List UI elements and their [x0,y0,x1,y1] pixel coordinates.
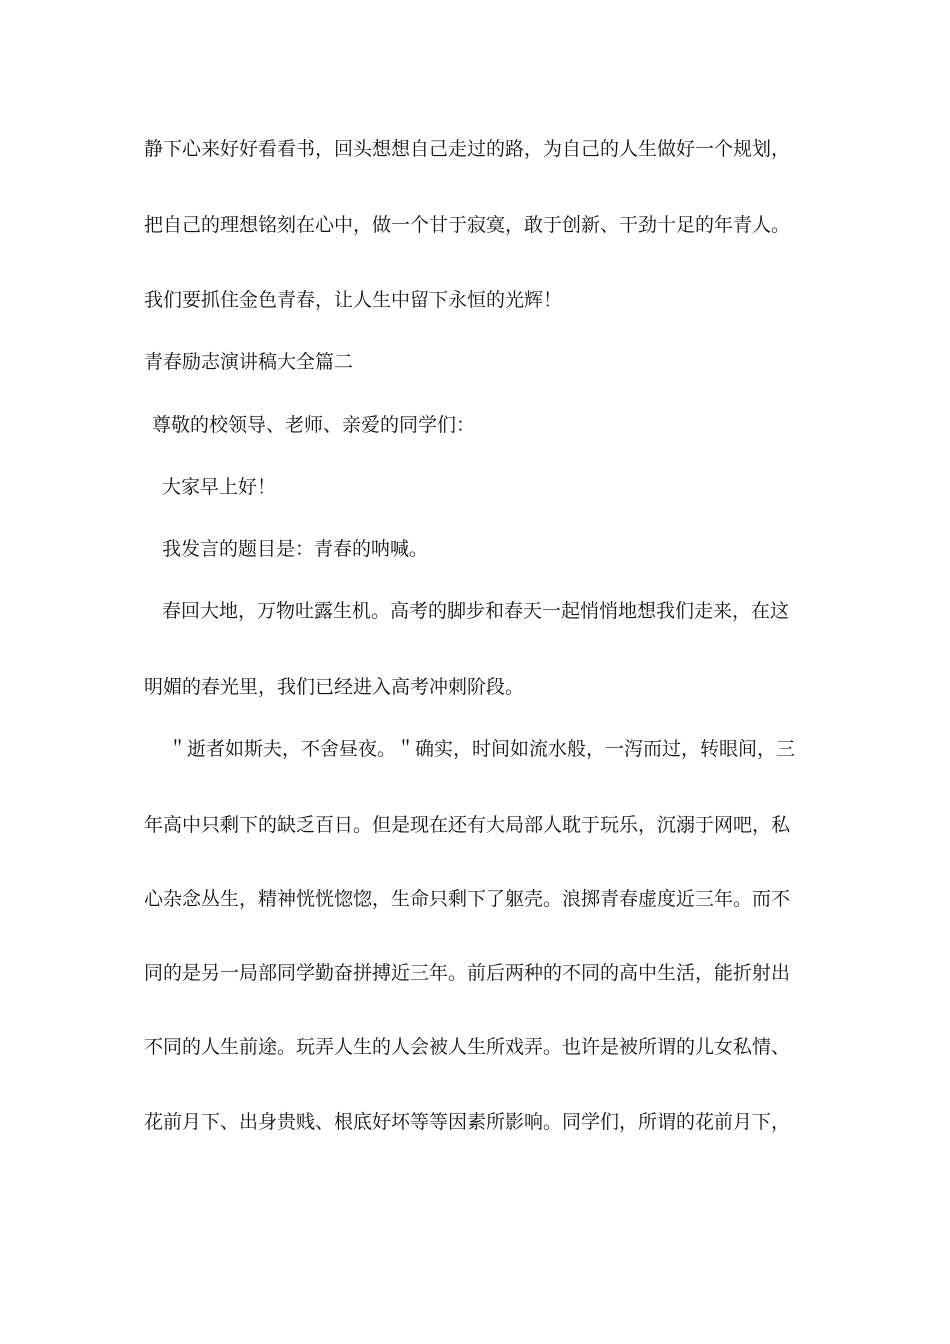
speech-topic: 我发言的题目是：青春的呐喊。 [162,538,429,560]
section-heading: 青春励志演讲稿大全篇二 [144,351,354,373]
paragraph-line: 心杂念丛生，精神恍恍惚惚，生命只剩下了躯壳。浪掷青春虚度近三年。而不 [144,888,791,910]
paragraph-line: 春回大地，万物吐露生机。高考的脚步和春天一起悄悄地想我们走来，在这 [162,600,790,622]
paragraph-line: 静下心来好好看看书，回头想想自己走过的路，为自己的人生做好一个规划， [144,138,791,160]
paragraph-line: 把自己的理想铭刻在心中，做一个甘于寂寞，敢于创新、干劲十足的年青人。 [144,214,791,236]
paragraph-line: 明媚的春光里，我们已经进入高考冲刺阶段。 [144,676,525,698]
paragraph-line: 不同的人生前途。玩弄人生的人会被人生所戏弄。也许是被所谓的儿女私情、 [144,1036,791,1058]
paragraph-line: 年高中只剩下的缺乏百日。但是现在还有大局部人耽于玩乐，沉溺于网吧，私 [144,814,791,836]
paragraph-line: 同的是另一局部同学勤奋拼搏近三年。前后两种的不同的高中生活，能折射出 [144,962,791,984]
salutation: 尊敬的校领导、老师、亲爱的同学们： [152,414,476,436]
greeting: 大家早上好！ [162,476,277,498]
paragraph-line: ＂逝者如斯夫，不舍昼夜。＂确实，时间如流水般，一泻而过，转眼间，三 [168,738,796,760]
paragraph-line: 我们要抓住金色青春，让人生中留下永恒的光辉！ [144,289,563,311]
paragraph-line: 花前月下、出身贵贱、根底好坏等等因素所影响。同学们，所谓的花前月下， [144,1111,791,1133]
